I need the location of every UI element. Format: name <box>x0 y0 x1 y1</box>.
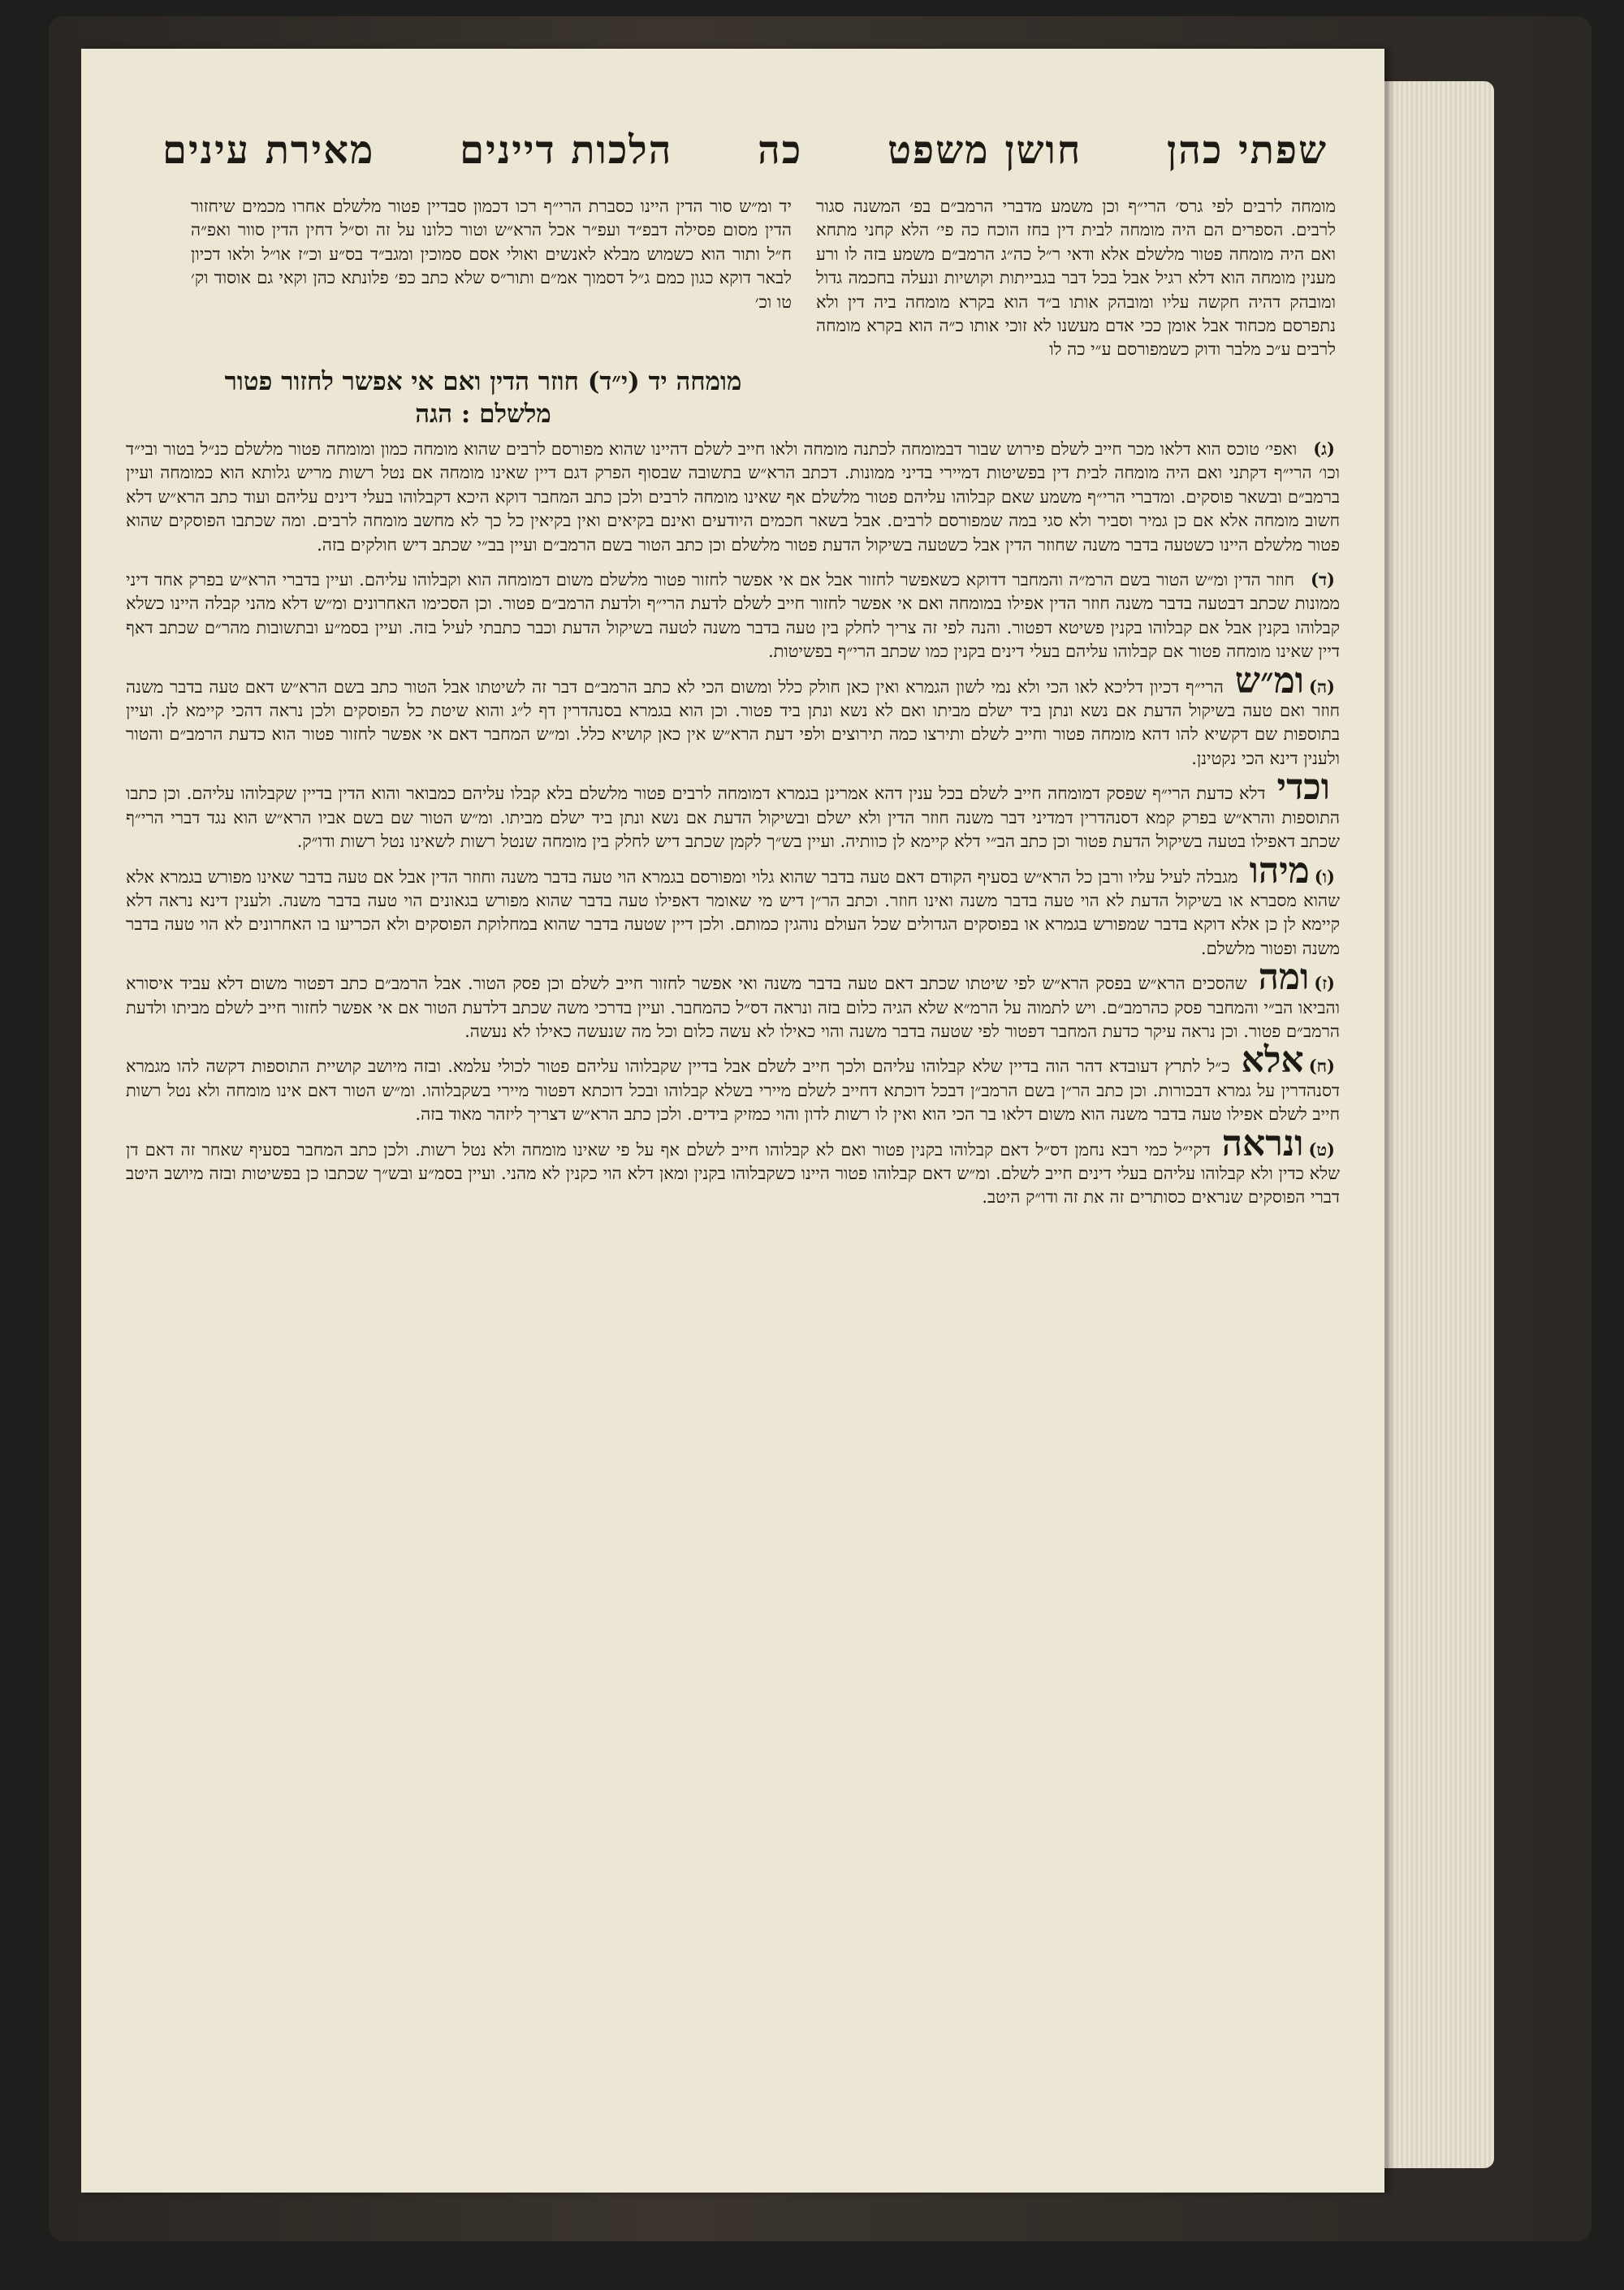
dibur-hamatchil: אלא <box>1241 1039 1304 1082</box>
book-page <box>81 49 1384 2193</box>
note-marker: (ו) <box>1314 866 1335 887</box>
commentary-left-text: יד ומ״ש סור הדין היינו כסברת הרי״ף רכו דכמון סבדיין פטור מלשלם אחרו מכמים שיחזור הדין מסום פסילה דבפ״ד ועפ״ר אכל הרא״ש וטור כלונו על זה וס״ל דחין הדין סוור ואפ״ה ח״ל ותור הוא כשמוש מבלא לאנשים ואולי אסם סמוכין ומגב״ד בס״ע וכ״ז או״ל ולאו דכיון לבאר דוקא כגון כמם ג״ל דסמוך אמ״ם ותור״ס שלא כתב כפ׳ פלונתא כהן וקאי גם אוסוד וק׳ טו וכ׳ <box>191 197 792 312</box>
paragraph-text: דלא כדעת הרי״ף שפסק דמומחה חייב לשלם בכל ענין דהא אמרינן בגמרא דמומחה לרבים פטור מלשלם בלא קבלו עליהם כמבואר והוא הדין בדיין שקבלוהו עליהם. וכן כתבו התוספות והרא״ש בפרק קמא דסנהדרין דמדיני דבר משנה חוזר הדין ולא ישלם ובשיקול הדעת אם נשא ונתן ביד ישלם מביתו. ומ״ש הטור שם בשם אביו הרא״ש הוא נגד דברי הרי״ף שכתב דאפילו בטעה בשיקול הדעת פטור וכן כתב הב״י דלא קיימא לן כוותיה. ועיין בש״ך לקמן שכתב דיש לחלק בין מומחה שנטל רשות לשאינו נטל רשות ודו״ק. <box>126 784 1340 852</box>
paragraph-text: דקי״ל כמי רבא נחמן דס״ל דאם קבלוהו בקנין פטור ואם לא קבלוהו חייב לשלם אף על פי שאינו מומחה ולא נטל רשות. ולכן כתב המחבר בסעיף שאחר זה דאם דן שלא כדין ולא קבלוהו עליהם בעלי דינים חייב לשלם. ומ״ש דאם קבלוהו פטור היינו כשקבלוהו בקנין ומאן דלא הוי כקנין לא מהני. ועיין בסמ״ע ובש״ך שכתבו כן בפשיטות ובזה מיושב היטב דברי הפוסקים שנראים כסותרים זה את זה ודו״ק היטב. <box>126 1139 1340 1208</box>
commentary-column-left <box>191 195 792 390</box>
paragraph-text: מגבלה לעיל עליו ורבן כל הרא״ש בסעיף הקודם דאם טעה בדבר שהוא גלוי ומפורסם בגמרא הוי טעה בדבר משנה וחוזר הדין אבל אם טעה בדבר שאינו מפורש בגמרא אלא שהוא מסברא או בשיקול הדעת לא הוי טעה בדבר משנה ואינו חוזר. וכתב הר״ן דיש מי שאומר דאפילו טעה בדבר שהוא מפורש בגאונים הוי טעה בדבר משנה. ולענין דינא נראה דלא קיימא לן כן אלא דוקא בדבר שמפורש בגמרא או בפוסקים הגדולים שכל העולם נוהגין כמותם. ולכן דיין שטעה בדבר שהוא במחלוקת הפוסקים ולא הכריעו בו האחרונים לא הוי טעה בדבר משנה ופטור מלשלם. <box>126 866 1340 958</box>
note-marker: (ג) <box>1313 439 1335 459</box>
paragraph-text: חוזר הדין ומ״ש הטור בשם הרמ״ה והמחבר דדוקא כשאפשר לחזור אבל אם אי אפשר לחזור פטור מלשלם משום דמומחה הוא וקבלוהו עליהם. ועיין בדברי הרא״ש בפרק אחד דיני ממונות שכתב דבטעה בדבר משנה חוזר הדין אפילו במומחה ואם אי אפשר לחזור חייב לשלם לדעת הרי״ף ולדעת הרמב״ם פטור. וכן הסכימו האחרונים ומ״ש דלא מהני קבלה היינו כשלא קבלוהו בקנין אבל אם קבלוהו בקנין פשיטא דפטור. והנה לפי זה צריך לחלק בין טעה בדבר משנה לטעה בשיקול הדעת וכבר כתבתי לעיל בזה. ועיין בסמ״ע ובתשובות מהר״ם שכתב דאף דיין שאינו מומחה פטור אם קבלוהו עליהם בעלי דינים בקנין כמו שכתב הרי״ף בפשיטות. <box>126 570 1340 662</box>
dibur-hamatchil: ונראה <box>1221 1122 1304 1164</box>
note-marker: (ט) <box>1308 1139 1335 1160</box>
commentary-paragraph <box>126 562 1340 664</box>
running-head-left-1: הלכות דיינים <box>460 127 673 173</box>
main-entry-line-2: מלשלם : הגה <box>415 400 551 429</box>
paragraph-text: הרי״ף דכיון דליכא לאו הכי ולא נמי לשון הגמרא ואין כאן חולק כלל ומשום הכי לא כתב הרמב״ם דבר זה לשיטתו אבל הטור כתב בשם הרא״ש דאם טעה בדבר משנה חוזר ואם טעה בשיקול הדעת אם נשא ונתן ביד ישלם מביתו ואם לא נשא ונתן ביד פטור. וכן הוא בגמרא בסנהדרין דף ל״ג והוא שיטת כל הפוסקים ולכן נראה דהכי קיימא לן. ועיין בתוספות שם דקשיא להו דהא מומחה פטור וחייב לשלם ותירצו כמה תירוצים ולפי דעת הרא״ש אין כאן קושיא כלל. ומ״ש המחבר דאם אי אפשר לחזור פטור הוא כדעת הרמב״ם והטור ולענין דינא הכי נקטינן. <box>126 676 1340 768</box>
commentary-paragraph <box>126 767 1340 853</box>
note-marker: (ה) <box>1309 676 1335 697</box>
running-head-right-2: חושן משפט <box>888 127 1082 173</box>
note-marker: (ח) <box>1308 1056 1335 1077</box>
note-marker: (ז) <box>1314 973 1335 994</box>
running-head <box>162 122 1328 179</box>
commentary-paragraph <box>126 1039 1340 1126</box>
page-number: כה <box>758 127 803 173</box>
commentary-paragraph <box>126 957 1340 1043</box>
paragraph-text: ואפי׳ טוכס הוא דלאו מכר חייב לשלם פירוש שבור דבמומחה לכתנה מומחה ולאו חייב לשלם דהיינו שהוא מפורסם לרבים שהוא מומחה כמון ומומחה פטור מלשלם כנ״ל בטור ובי״ד וכו׳ הרי״ף דקתני ואם היה מומחה לבית דין בפשיטות דמיירי בדיני ממונות. דכתב הרא״ש בתשובה שבסוף הפרק דגם דיין שאינו מומחה אם נטל רשות מריש גלותא הוא כמומחה ועיין ברמב״ם ובשאר פוסקים. ומדברי הרי״ף משמע שאם קבלוהו עליהם פטור מלשלם אף שאינו מומחה לרבים ולכן כתב המחבר דוקא היכא דקבלוהו בעלי דינים עליהם ועוד כתב הרא״ש דלא חשוב מומחה אלא אם כן גמיר וסביר ולא סגי במה שמפורסם לרבים. אבל בשאר חכמים היודעים ואינם בקיאים ואין בקיאין כל כך לא מחשב מומחה לרבים. ומה שכתבו הפוסקים שהוא פטור מלשלם היינו כשטעה בדבר משנה שחוזר הדין אבל כשטעה בשיקול הדעת פטור מלשלם וכן כתב הטור בשם הרמב״ם ועיין בב״י שכתב דיש חולקים בזה. <box>126 439 1340 555</box>
dibur-hamatchil: ומ״ש <box>1234 659 1305 702</box>
commentary-paragraph <box>126 849 1340 961</box>
main-text-entry <box>175 365 792 430</box>
paragraph-text: שהסכים הרא״ש בפסק הרא״ש לפי שיטתו שכתב דאם טעה בדבר משנה ואי אפשר לחזור חייב לשלם וכן פסק הטור. אבל הרמב״ם כתב דפטור משום דלא עביד איסורא והביאו הב״י והמחבר פסק כהרמב״ם. ויש לתמוה על הרמ״א שלא הגיה כלום בזה ונראה דס״ל כהמחבר. ועיין בדרכי משה שכתב דלדעת הטור אם אי אפשר לחזור חייב לשלם מביתו ולדעת הרמב״ם פטור. וכן נראה עיקר כדעת המחבר דפטור לפי שטעה בדבר משנה והוי כאילו לא עשה כלום וכל מה שנעשה כאילו לא נעשה. <box>126 974 1340 1041</box>
note-marker: (ד) <box>1311 569 1335 590</box>
commentary-right-text: מומחה לרבים לפי גרס׳ הרי״ף וכן משמע מדברי הרמב״ם בפ׳ המשנה סגור לרבים. הספרים הם היה מומחה לבית דין בחז הוכח כה פי׳ הלא קחני מתחא ואם היה מומחה פטור מלשלם אלא ודאי ר״ל כה״ג הרמב״ם משמע בזה לו ורע מענין מומחה הוא דלא רגיל אבל בכל דבר בגבייתות וקושיות ונעלה בחכמה גדול ומובהק דהיה חקשה עליו ומובהק אותו ב״ד הוא בקרא מומחה ביה דין ולא נתפרסם מכחוד אבל אומן ככי אדם מעשנו לא זוכי אותו כ״ה הוא בקרא מומחה לרבים ע״כ מלבר ודוק כשמפורסם ע״י כה לו <box>816 197 1336 360</box>
running-head-left-2: מאירת עינים <box>162 127 375 173</box>
dibur-hamatchil: וכדי <box>1276 767 1330 809</box>
commentary-paragraph <box>126 659 1340 771</box>
page-edges <box>1380 81 1494 2168</box>
running-head-right-1: שפתי כהן <box>1167 127 1328 173</box>
commentary-body <box>126 426 1340 1969</box>
dibur-hamatchil: ומה <box>1258 957 1310 999</box>
main-entry-line-1: מומחה יד (י״ד) חוזר הדין ואם אי אפשר לחזור פטור <box>224 367 742 396</box>
commentary-paragraph <box>126 1122 1340 1210</box>
paragraph-text: כ״ל לתרץ דעובדא דהר הוה בדיין שלא קבלוהו עליהם ולכך חייב לשלם אבל בדיין שקבלוהו עליהם פטור לכולי עלמא. ובזה מיושב קושיית התוספות דקשה להו מגמרא דסנהדרין על גמרא דבכורות. וכן כתב הר״ן בשם הרמב״ן דבכל דוכתא דחייב לשלם מיירי בשלא קבלוהו ובכל דוכתא דפטור מיירי בשקבלוהו. ומ״ש הטור דאם אינו מומחה ולא נטל רשות חייב לשלם אפילו טעה בדבר משנה הוא משום דלאו בר הכי הוא ואין לו רשות לדון והוי כמזיק בידים. ולכן כתב הרא״ש דצריך ליזהר מאוד בזה. <box>126 1056 1340 1125</box>
dibur-hamatchil: מיהו <box>1249 849 1310 892</box>
commentary-paragraph <box>126 431 1340 557</box>
